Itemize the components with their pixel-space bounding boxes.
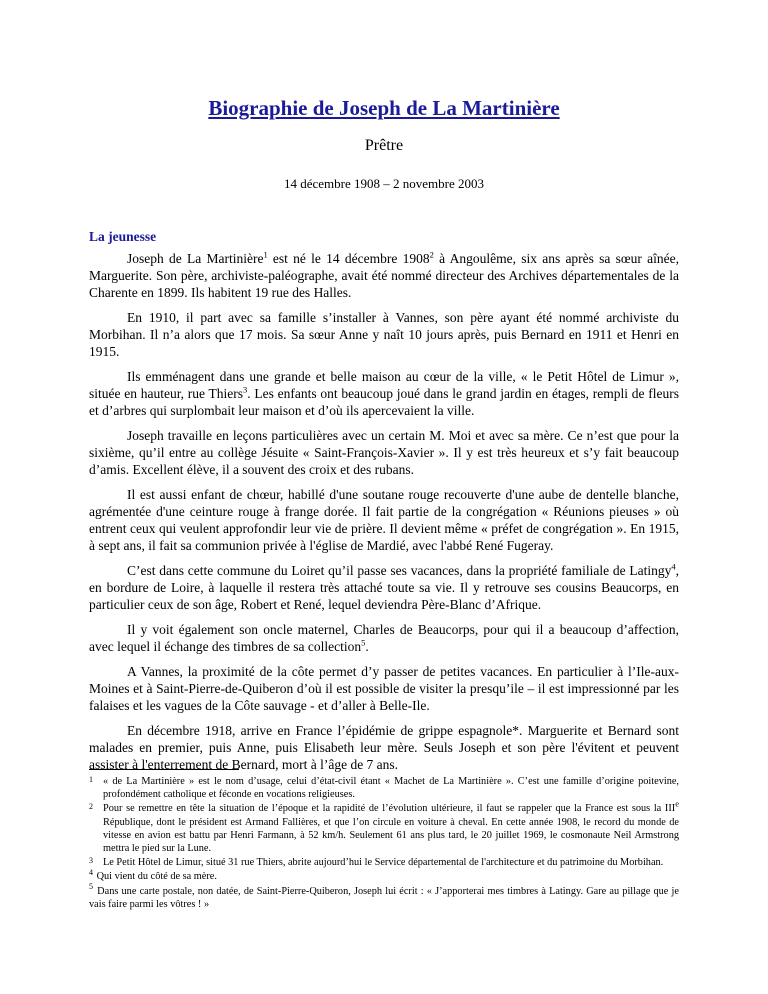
footnote-4 — [89, 870, 679, 883]
paragraph-5: Il est aussi enfant de chœur, habillé d'une soutane rouge recouverte d'une aube de dentelle blanche, agrémentée d'une ceinture rouge à frange dorée. Il fait partie de la congrégation « Réunions pieuses » où entrent ceux qui veulent approfondir leur vie de prière. Il devient même « préfet de congrégation ». En 1915, à sept ans, il fait sa communion privée à l'église de Mardié, avec l'abbé René Fugeray. — [89, 487, 679, 553]
footnote-5 — [89, 882, 679, 911]
paragraph-8: A Vannes, la proximité de la côte permet d’y passer de petites vacances. En particulier à l’Ile-aux-Moines et à Saint-Pierre-de-Quiberon d’où il est possible de visiter la presqu’ile – il est impressionné par les falaises et les vagues de la Côte sauvage - et d’aller à Belle-Ile. — [89, 664, 679, 713]
footnote-2 — [89, 798, 679, 855]
paragraph-text: . — [365, 639, 369, 654]
paragraph-2: En 1910, il part avec sa famille s’installer à Vannes, son père ayant été nommé archiviste du Morbihan. Il n’a alors que 17 mois. Sa sœur Anne y naît 10 jours après, puis Bernard en 1911 et Henri en 1915. — [89, 310, 679, 359]
document-subtitle: Prêtre — [364, 137, 404, 154]
footnote-text: Pour se remettre en tête la situation de l’époque et la rapidité de l’évolution ultérieure, il faut se rappeler que la France est sous la III — [103, 803, 676, 815]
document-title: Biographie de Joseph de La Martinière — [208, 96, 560, 120]
paragraph-4: Joseph travaille en leçons particulières avec un certain M. Moi et avec sa mère. Ce n’est que pour la sixième, qu’il entre au collège Jésuite « Saint-François-Xavier ». Il y est très heureux et s’y fait beaucoup d’amis. Excellent élève, il a souvent des croix et des rubans. — [89, 428, 679, 477]
paragraph-9: En décembre 1918, arrive en France l’épidémie de grippe espagnole*. Marguerite et Bernard sont malades en premier, puis Anne, puis Elisabeth leur mère. Seuls Joseph et son père l'évitent et peuvent assister à l'enterrement de Bernard, mort à l’âge de 7 ans. — [89, 723, 679, 772]
footnote-number: 4 — [89, 868, 93, 877]
footnote-number: 3 — [89, 856, 93, 866]
footnote-ref-5[interactable]: 5 — [361, 637, 366, 648]
footnote-text: Qui vient du côté de sa mère. — [94, 871, 217, 883]
footnote-number: 2 — [89, 802, 93, 812]
paragraph-text: Il y voit également son oncle maternel, Charles de Beaucorps, pour qui il a beaucoup d’affection, avec lequel il échange des timbres de sa collection — [89, 622, 679, 654]
paragraph-text: , en bordure de Loire, à laquelle il restera très attaché toute sa vie. Il y retrouve ses cousins Beaucorps, en particulier ceux de son âge, Robert et René, lequel deviendra Père-Blanc d’Afrique. — [89, 563, 679, 612]
footnotes — [89, 775, 679, 912]
paragraph-1 — [89, 250, 679, 301]
footnote-1 — [89, 775, 679, 801]
footnote-ref-1[interactable]: 1 — [263, 249, 268, 260]
document-body — [89, 229, 679, 781]
footnote-ref-4[interactable]: 4 — [671, 561, 676, 572]
paragraph-text: Joseph de La Martinière — [127, 251, 264, 266]
section-heading: La jeunesse — [89, 229, 157, 244]
footnote-text: Dans une carte postale, non datée, de Saint-Pierre-Quiberon, Joseph lui écrit : « J’apporterai mes timbres à Latingy. Gare au pillage que je vais faire parmi les vôtres ! » — [89, 885, 679, 910]
paragraph-6 — [89, 562, 679, 613]
footnote-number: 5 — [89, 882, 93, 892]
paragraph-text: est né le 14 décembre 1908 — [267, 251, 430, 266]
footnote-text: Le Petit Hôtel de Limur, situé 31 rue Thiers, abrite aujourd’hui le Service départemental de l'architecture et du patrimoine du Morbihan. — [103, 857, 664, 869]
life-dates: 14 décembre 1908 – 2 novembre 2003 — [283, 176, 484, 191]
footnote-3 — [89, 856, 679, 869]
footnote-number: 1 — [89, 775, 93, 784]
ordinal-superscript: e — [675, 798, 679, 809]
paragraph-text: C’est dans cette commune du Loiret qu’il passe ses vacances, dans la propriété familiale de Latingy — [127, 563, 672, 578]
paragraph-7 — [89, 621, 679, 655]
footnote-ref-2[interactable]: 2 — [429, 249, 434, 260]
paragraph-text: Ils emménagent dans une grande et belle maison au cœur de la ville, « le Petit Hôtel de Limur », située en hauteur, rue Thiers — [89, 369, 679, 401]
paragraph-3 — [89, 368, 679, 419]
footnote-ref-3[interactable]: 3 — [243, 384, 248, 395]
footnote-separator — [89, 769, 239, 770]
paragraph-text: . Les enfants ont beaucoup joué dans le grand jardin en étages, rempli de fleurs et d’arbres qui surplombait leur maison et d’où ils apercevaient la ville. — [89, 386, 679, 418]
paragraph-text: à Angoulême, six ans après sa sœur aînée, Marguerite. Son père, archiviste-paléographe, avait été nommé directeur des Archives départementales de la Charente en 1899. Ils habitent 19 rue des Halles. — [89, 251, 680, 300]
footnote-text: République, dont le président est Armand Fallières, et que l’on circule en voiture à cheval. En cette année 1908, le record du monde de vitesse en avion est battu par Henri Farmann, à 52 km/h. Seulement 61 ans plus tard, le 20 juillet 1969, le cosmonaute Neil Armstrong mettra le pied sur la Lune. — [103, 816, 679, 855]
footnote-text: « de La Martinière » est le nom d’usage, celui d’état-civil étant « Machet de La Martinière ». C’est une famille d’origine poitevine, profondément catholique et féconde en vocations religieuses. — [103, 776, 679, 801]
